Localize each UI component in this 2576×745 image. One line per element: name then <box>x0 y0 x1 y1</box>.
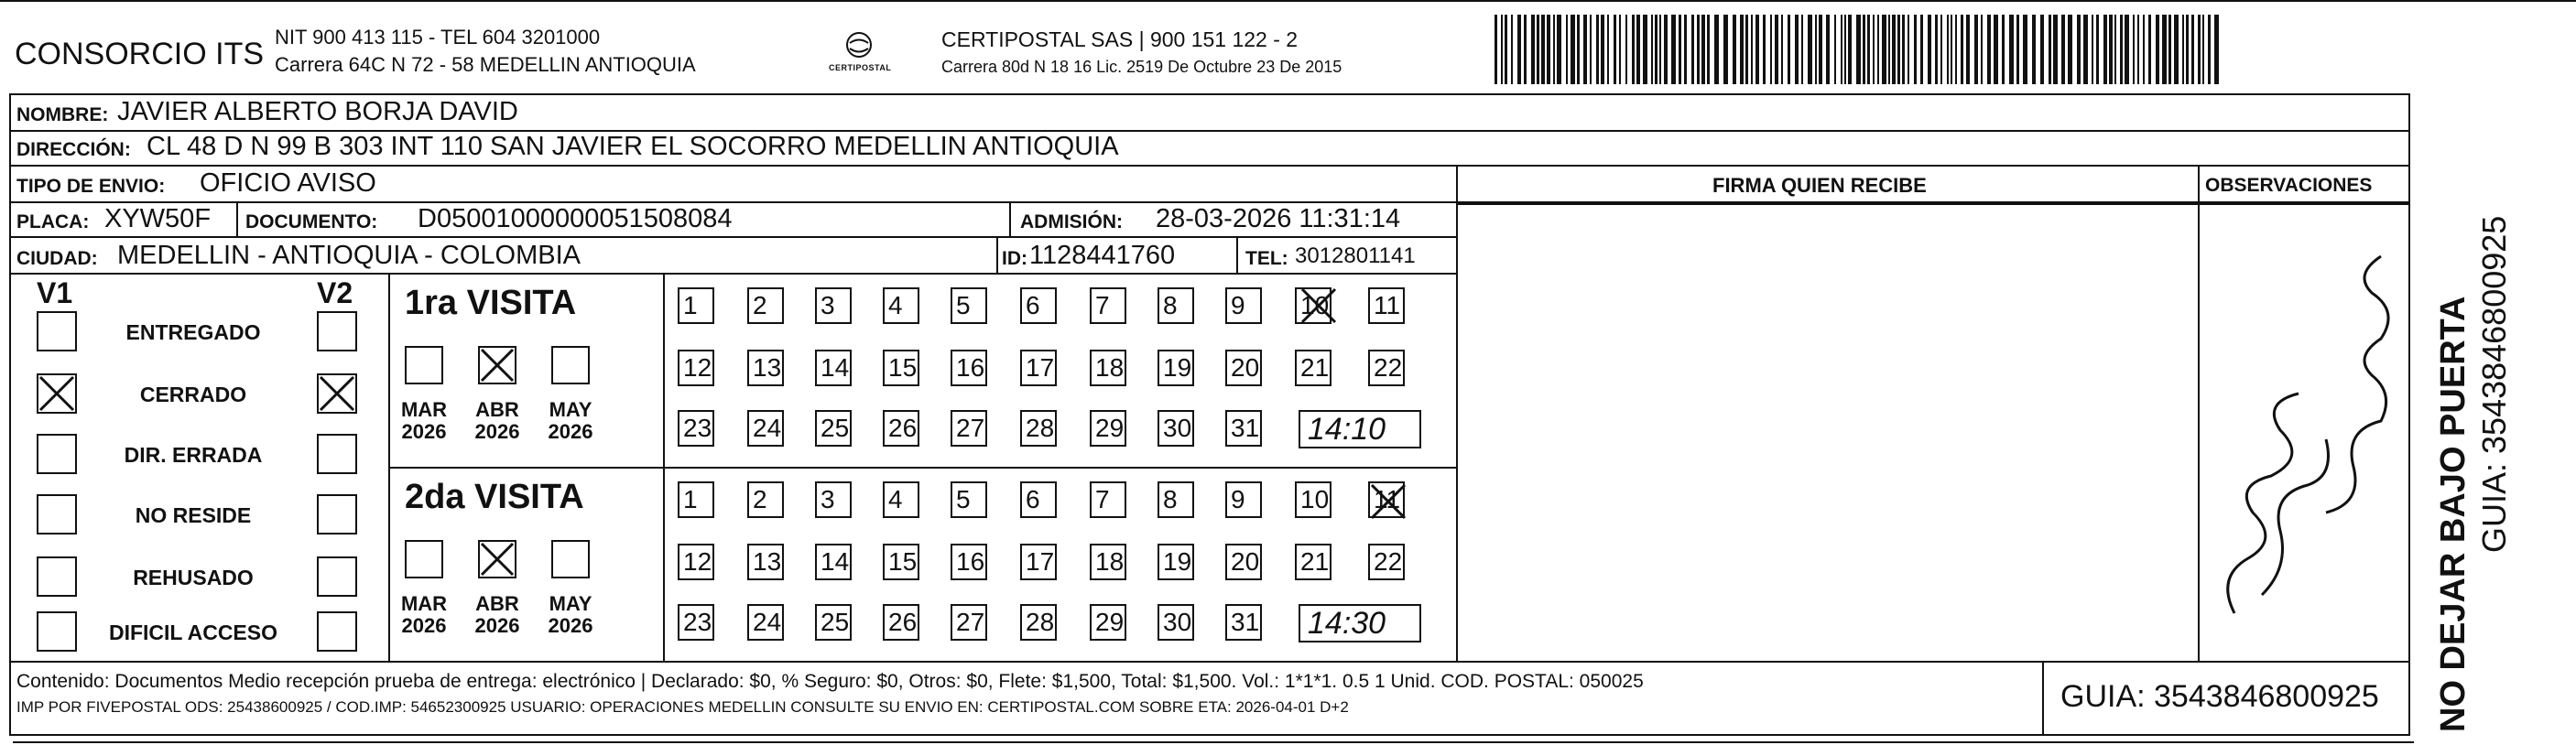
barcode-bar <box>2214 15 2219 84</box>
barcode-bar <box>1740 15 1744 84</box>
day-box[interactable]: 20 <box>1225 350 1262 386</box>
barcode-bar <box>1607 15 1609 84</box>
day-box[interactable]: 6 <box>1020 481 1057 518</box>
barcode-bar <box>1877 15 1879 84</box>
v2-header: V2 <box>317 276 353 309</box>
month-check-mark <box>478 346 516 384</box>
footer-divider <box>2042 661 2044 736</box>
barcode-bar <box>1636 15 1640 84</box>
month-checkbox[interactable] <box>551 346 590 384</box>
day-box[interactable]: 19 <box>1158 544 1194 580</box>
barcode-bar <box>1920 15 1923 84</box>
barcode-bar <box>1867 15 1870 84</box>
barcode-bar <box>1601 15 1604 84</box>
status-label: CERRADO <box>139 383 247 406</box>
barcode-bar <box>2208 15 2211 84</box>
barcode-bar <box>2109 15 2113 84</box>
day-box[interactable]: 23 <box>678 604 714 641</box>
barcode <box>1495 15 2227 88</box>
barcode-bar <box>1733 15 1736 84</box>
day-box[interactable]: 18 <box>1090 350 1126 386</box>
day-box[interactable]: 3 <box>815 481 852 518</box>
barcode-bar <box>2162 15 2167 84</box>
barcode-bar <box>2168 15 2171 84</box>
day-box[interactable]: 7 <box>1090 287 1126 324</box>
v2-check-mark <box>317 373 357 414</box>
barcode-bar <box>1781 15 1783 84</box>
barcode-bar <box>1914 15 1917 84</box>
barcode-bar <box>1651 15 1653 84</box>
side-warning: NO DEJAR BAJO PUERTA <box>2434 296 2473 732</box>
barcode-bar <box>1643 15 1647 84</box>
barcode-bar <box>1815 15 1817 84</box>
firma-column-left <box>1456 165 1458 663</box>
barcode-bar <box>1707 15 1710 84</box>
day-box[interactable]: 25 <box>815 604 852 641</box>
barcode-bar <box>2053 15 2058 84</box>
barcode-bar <box>1619 15 1621 84</box>
v1-checkbox[interactable] <box>37 311 77 351</box>
barcode-bar <box>1908 15 1909 84</box>
barcode-bar <box>1537 15 1539 84</box>
ciudad-label: CIUDAD: <box>16 248 98 269</box>
v1-checkbox[interactable] <box>37 434 77 474</box>
status-label: DIFICIL ACCESO <box>108 621 277 644</box>
barcode-bar <box>1596 15 1599 84</box>
barcode-bar <box>1517 15 1521 84</box>
barcode-bar <box>1505 15 1507 84</box>
barcode-bar <box>1974 15 1978 84</box>
month-year: 2026 <box>474 614 520 637</box>
barcode-bar <box>1951 15 1952 84</box>
month-checkbox[interactable] <box>405 346 443 384</box>
day-box[interactable]: 16 <box>951 350 987 386</box>
barcode-bar <box>1897 15 1900 84</box>
day-box[interactable]: 23 <box>678 410 714 447</box>
day-box[interactable]: 10 <box>1295 481 1331 518</box>
barcode-bar <box>2148 15 2151 84</box>
day-box[interactable]: 28 <box>1020 410 1057 447</box>
day-box[interactable]: 11 <box>1368 287 1405 324</box>
barcode-bar <box>1940 15 1942 84</box>
day-box[interactable]: 16 <box>951 544 987 580</box>
barcode-bar <box>1577 15 1580 84</box>
barcode-bar <box>2068 15 2072 84</box>
firma-header: FIRMA QUIEN RECIBE <box>1712 174 1927 197</box>
v2-checkbox[interactable] <box>317 494 357 534</box>
certipostal-logo <box>829 29 892 77</box>
day-box[interactable]: 1 <box>678 287 714 324</box>
barcode-bar <box>1566 15 1568 84</box>
day-box[interactable]: 26 <box>883 410 919 447</box>
barcode-bar <box>1511 15 1513 84</box>
day-box[interactable]: 13 <box>747 350 784 386</box>
id-label: ID: <box>1002 248 1027 269</box>
barcode-bar <box>1501 15 1503 84</box>
day-box[interactable]: 30 <box>1158 410 1194 447</box>
barcode-bar <box>1888 15 1890 84</box>
barcode-bar <box>2049 15 2051 84</box>
frame-right <box>2408 93 2410 736</box>
admision-label: ADMISIÓN: <box>1020 211 1123 232</box>
barcode-bar <box>1664 15 1668 84</box>
barcode-bar <box>1745 15 1748 84</box>
barcode-bar <box>1755 15 1759 84</box>
barcode-bar <box>2202 15 2204 84</box>
footer-guia: GUIA: 3543846800925 <box>2060 679 2379 714</box>
row-divider <box>1458 203 2410 205</box>
day-box[interactable]: 31 <box>1225 604 1262 641</box>
barcode-bar <box>1935 15 1938 84</box>
barcode-bar <box>1795 15 1799 84</box>
day-box[interactable]: 30 <box>1158 604 1194 641</box>
company-address: Carrera 64C N 72 - 58 MEDELLIN ANTIOQUIA <box>275 53 696 76</box>
day-box[interactable]: 25 <box>815 410 852 447</box>
admision-value: 28-03-2026 11:31:14 <box>1156 204 1401 233</box>
barcode-bar <box>1632 15 1635 84</box>
barcode-bar <box>1655 15 1658 84</box>
day-box[interactable]: 22 <box>1368 544 1405 580</box>
month-label: ABR <box>475 592 519 615</box>
day-box[interactable]: 17 <box>1020 350 1057 386</box>
day-box[interactable]: 27 <box>951 604 987 641</box>
status-label: REHUSADO <box>133 566 254 589</box>
barcode-bar <box>1671 15 1676 84</box>
nombre-value: JAVIER ALBERTO BORJA DAVID <box>117 97 518 126</box>
barcode-bar <box>1808 15 1812 84</box>
v1-checkbox[interactable] <box>37 494 77 534</box>
barcode-bar <box>1994 15 1998 84</box>
barcode-bar <box>1826 15 1830 84</box>
barcode-bar <box>2092 15 2093 84</box>
day-box[interactable]: 27 <box>951 410 987 447</box>
cell-divider <box>1009 203 1011 236</box>
observaciones-header: OBSERVACIONES <box>2205 175 2373 196</box>
cell-divider <box>996 238 998 273</box>
barcode-bar <box>1987 15 1991 84</box>
direccion-value: CL 48 D N 99 B 303 INT 110 SAN JAVIER EL SOCORRO MEDELLIN ANTIOQUIA <box>147 132 1119 161</box>
barcode-bar <box>2137 15 2139 84</box>
day-box[interactable]: 20 <box>1225 544 1262 580</box>
id-value: 1128441760 <box>1029 241 1176 270</box>
day-box[interactable]: 13 <box>747 544 784 580</box>
day-check-mark <box>1299 286 1339 326</box>
v2-checkbox[interactable] <box>317 556 357 597</box>
barcode-bar <box>1788 15 1790 84</box>
handwritten-time: 14:10 <box>1299 410 1421 448</box>
row-divider <box>9 236 1458 238</box>
barcode-bar <box>1684 15 1687 84</box>
day-box[interactable]: 31 <box>1225 410 1262 447</box>
v2-checkbox[interactable] <box>317 434 357 474</box>
month-label: MAR <box>400 592 448 615</box>
frame-left <box>9 93 11 736</box>
day-box[interactable]: 29 <box>1090 410 1126 447</box>
direccion-label: DIRECCIÓN: <box>16 139 131 160</box>
footer-imp: IMP POR FIVEPOSTAL ODS: 25438600925 / COD.IMP: 54652300925 USUARIO: OPERACIONES MEDELLIN CONSULTE SU ENVIO EN: CERTIPOSTAL.COM SOBRE ETA: 2026-04-01 D+2 <box>16 698 1349 716</box>
tipo-envio-label: TIPO DE ENVIO: <box>16 176 166 197</box>
day-box[interactable]: 11 <box>1368 481 1405 518</box>
day-box[interactable]: 22 <box>1368 350 1405 386</box>
month-year: 2026 <box>474 420 520 443</box>
month-check-mark <box>478 540 516 578</box>
day-box[interactable]: 3 <box>815 287 852 324</box>
barcode-bar <box>1571 15 1575 84</box>
barcode-bar <box>2143 15 2145 84</box>
barcode-bar <box>1531 15 1535 84</box>
barcode-bar <box>2191 15 2194 84</box>
row-divider <box>9 661 2410 663</box>
day-check-mark <box>1368 481 1408 522</box>
barcode-bar <box>2096 15 2099 84</box>
v2-checkbox[interactable] <box>317 311 357 351</box>
day-box[interactable]: 8 <box>1158 287 1194 324</box>
day-box[interactable]: 5 <box>951 287 987 324</box>
barcode-bar <box>1873 15 1875 84</box>
row-divider <box>9 273 1458 275</box>
barcode-bar <box>1841 15 1842 84</box>
barcode-bar <box>1955 15 1957 84</box>
frame-top <box>9 93 2410 95</box>
barcode-bar <box>2077 15 2081 84</box>
barcode-bar <box>1547 15 1550 84</box>
side-guia: GUIA: 3543846800925 <box>2475 215 2513 553</box>
day-box[interactable]: 4 <box>883 287 919 324</box>
barcode-bar <box>1775 15 1778 84</box>
day-box[interactable]: 17 <box>1020 544 1057 580</box>
barcode-bar <box>1981 15 1983 84</box>
barcode-bar <box>2120 15 2123 84</box>
v2-checkbox[interactable] <box>317 611 357 652</box>
v1-checkbox[interactable] <box>37 611 77 652</box>
ciudad-value: MEDELLIN - ANTIOQUIA - COLOMBIA <box>117 241 581 270</box>
month-checkbox[interactable] <box>551 540 590 578</box>
day-box[interactable]: 26 <box>883 604 919 641</box>
barcode-bar <box>1701 15 1705 84</box>
day-box[interactable]: 7 <box>1090 481 1126 518</box>
barcode-bar <box>1590 15 1592 84</box>
visit-title: 2da VISITA <box>405 478 584 516</box>
placa-label: PLACA: <box>16 211 90 232</box>
cell-divider <box>1236 238 1238 273</box>
barcode-bar <box>1625 15 1627 84</box>
barcode-bar <box>1553 15 1555 84</box>
day-box[interactable]: 10 <box>1295 287 1331 324</box>
handwritten-signature <box>2198 211 2408 659</box>
tel-value: 3012801141 <box>1295 243 1416 268</box>
month-label: MAR <box>400 398 448 421</box>
barcode-bar <box>1863 15 1865 84</box>
barcode-bar <box>1583 15 1587 84</box>
barcode-bar <box>2016 15 2019 84</box>
barcode-bar <box>2156 15 2159 84</box>
barcode-bar <box>1697 15 1700 84</box>
day-box[interactable]: 14 <box>815 350 852 386</box>
day-box[interactable]: 21 <box>1295 350 1331 386</box>
day-box[interactable]: 1 <box>678 481 714 518</box>
barcode-bar <box>2103 15 2107 84</box>
barcode-bar <box>2182 15 2184 84</box>
nombre-label: NOMBRE: <box>16 104 109 125</box>
v1-check-mark <box>37 373 77 414</box>
barcode-bar <box>2125 15 2129 84</box>
barcode-bar <box>2083 15 2088 84</box>
visit-title: 1ra VISITA <box>405 284 577 322</box>
day-box[interactable]: 29 <box>1090 604 1126 641</box>
handwritten-time: 14:30 <box>1299 604 1421 642</box>
barcode-bar <box>1801 15 1803 84</box>
month-label: MAY <box>549 398 592 421</box>
barcode-bar <box>1714 15 1719 84</box>
barcode-bar <box>1834 15 1836 84</box>
day-box[interactable]: 4 <box>883 481 919 518</box>
barcode-bar <box>1856 15 1861 84</box>
month-year: 2026 <box>401 420 447 443</box>
cell-divider <box>236 203 238 236</box>
barcode-bar <box>1928 15 1931 84</box>
tipo-envio-value: OFICIO AVISO <box>200 168 376 198</box>
month-year: 2026 <box>548 614 593 637</box>
barcode-bar <box>1679 15 1681 84</box>
day-box[interactable]: 9 <box>1225 287 1262 324</box>
month-year: 2026 <box>548 420 593 443</box>
day-box[interactable]: 19 <box>1158 350 1194 386</box>
barcode-bar <box>1763 15 1766 84</box>
barcode-bar <box>2198 15 2201 84</box>
courier-address: Carrera 80d N 18 16 Lic. 2519 De Octubre 23 De 2015 <box>941 58 1342 76</box>
barcode-bar <box>1659 15 1661 84</box>
barcode-bar <box>1947 15 1949 84</box>
day-box[interactable]: 21 <box>1295 544 1331 580</box>
day-box[interactable]: 6 <box>1020 287 1057 324</box>
placa-value: XYW50F <box>104 204 212 233</box>
bottom-rule <box>13 741 2414 743</box>
visit-row-divider <box>388 467 1458 469</box>
day-box[interactable]: 14 <box>815 544 852 580</box>
day-box[interactable]: 15 <box>883 350 919 386</box>
day-box[interactable]: 2 <box>747 287 784 324</box>
barcode-bar <box>1892 15 1896 84</box>
barcode-bar <box>2114 15 2116 84</box>
month-year: 2026 <box>401 614 447 637</box>
company-name: CONSORCIO ITS <box>15 37 265 71</box>
month-checkbox[interactable] <box>405 540 443 578</box>
courier-info: CERTIPOSTAL SAS | 900 151 122 - 2 <box>941 27 1299 51</box>
v1-checkbox[interactable] <box>37 556 77 597</box>
barcode-bar <box>1844 15 1846 84</box>
row-divider <box>9 165 2410 167</box>
barcode-bar <box>1691 15 1694 84</box>
day-box[interactable]: 12 <box>678 544 714 580</box>
status-label: DIR. ERRADA <box>124 443 263 467</box>
frame-bottom <box>9 734 2410 736</box>
day-box[interactable]: 18 <box>1090 544 1126 580</box>
documento-value: D05001000000051508084 <box>418 204 733 233</box>
barcode-bar <box>1495 15 1497 84</box>
barcode-bar <box>1882 15 1886 84</box>
barcode-bar <box>2032 15 2036 84</box>
barcode-bar <box>1557 15 1561 84</box>
barcode-bar <box>1541 15 1545 84</box>
day-box[interactable]: 24 <box>747 604 784 641</box>
barcode-bar <box>1961 15 1963 84</box>
barcode-bar <box>1524 15 1527 84</box>
barcode-bar <box>2040 15 2044 84</box>
status-label: ENTREGADO <box>125 320 261 344</box>
barcode-bar <box>2002 15 2005 84</box>
barcode-bar <box>1751 15 1753 84</box>
day-box[interactable]: 28 <box>1020 604 1057 641</box>
barcode-bar <box>1770 15 1772 84</box>
barcode-bar <box>2133 15 2135 84</box>
barcode-bar <box>2061 15 2065 84</box>
footer-content: Contenido: Documentos Medio recepción prueba de entrega: electrónico | Declarado: $0, % Seguro: $0, Otros: $0, Flete: $1,500, Total: $1,500. Vol.: 1*1*1. 0.5 1 Unid. COD. POSTAL: 050025 <box>16 671 1644 692</box>
barcode-bar <box>1819 15 1822 84</box>
barcode-bar <box>2009 15 2014 84</box>
status-label: NO RESIDE <box>135 503 252 527</box>
v1-header: V1 <box>37 276 73 309</box>
day-box[interactable]: 24 <box>747 410 784 447</box>
day-box[interactable]: 8 <box>1158 481 1194 518</box>
day-box[interactable]: 15 <box>883 544 919 580</box>
documento-label: DOCUMENTO: <box>245 211 378 232</box>
barcode-bar <box>2186 15 2189 84</box>
day-box[interactable]: 5 <box>951 481 987 518</box>
barcode-bar <box>1848 15 1852 84</box>
logo-text: CERTIPOSTAL <box>829 63 892 72</box>
barcode-bar <box>1966 15 1970 84</box>
barcode-bar <box>2174 15 2179 84</box>
tel-label: TEL: <box>1245 248 1288 269</box>
day-box[interactable]: 12 <box>678 350 714 386</box>
barcode-bar <box>1614 15 1616 84</box>
barcode-bar <box>1902 15 1905 84</box>
month-label: MAY <box>549 592 592 615</box>
barcode-bar <box>2023 15 2027 84</box>
day-box[interactable]: 9 <box>1225 481 1262 518</box>
month-label: ABR <box>475 398 519 421</box>
barcode-bar <box>1723 15 1728 84</box>
day-box[interactable]: 2 <box>747 481 784 518</box>
company-nit: NIT 900 413 115 - TEL 604 3201000 <box>275 26 601 49</box>
top-border <box>0 0 2576 2</box>
